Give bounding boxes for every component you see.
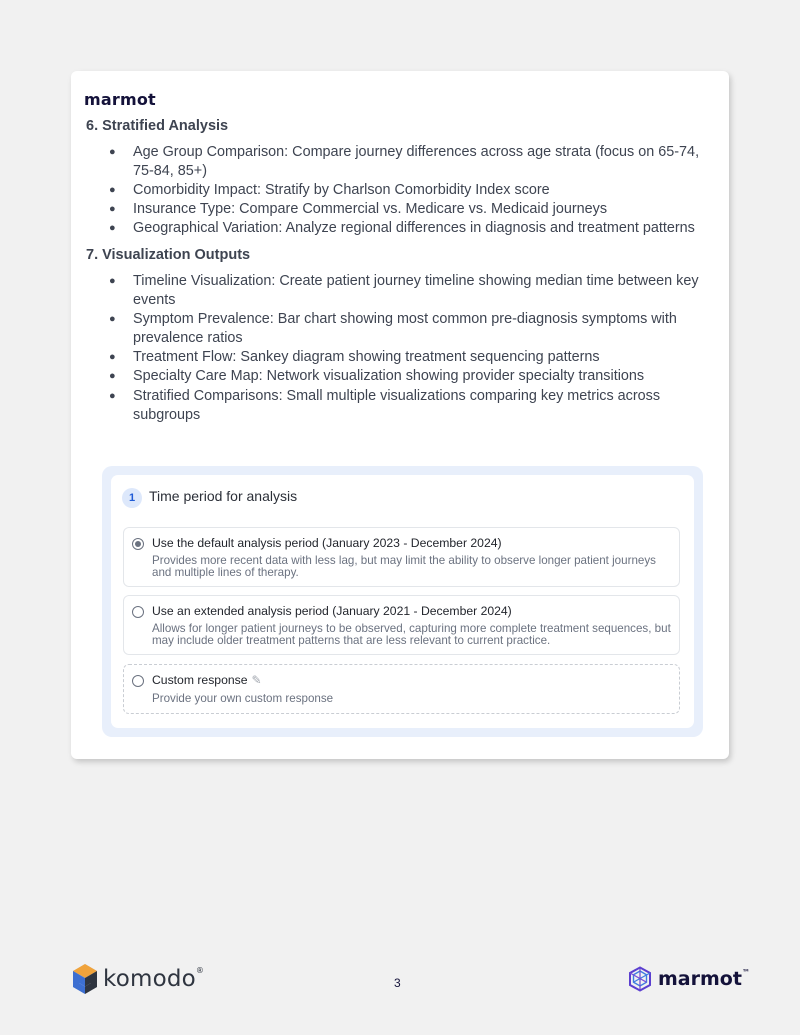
custom-placeholder[interactable]: Provide your own custom response	[152, 692, 334, 705]
list-item: ● Insurance Type: Compare Commercial vs. Medicare vs. Medicaid journeys	[109, 200, 709, 219]
visualization-list	[109, 272, 709, 425]
radio-unselected-icon[interactable]	[132, 675, 144, 687]
option-custom-response[interactable]	[123, 664, 680, 714]
stratified-list	[109, 143, 709, 238]
list-item: ● Timeline Visualization: Create patient journey timeline showing median time between key events	[109, 272, 709, 310]
list-item: ● Stratified Comparisons: Small multiple visualizations comparing key metrics across subgroups	[109, 387, 709, 425]
komodo-cube-icon	[72, 963, 98, 995]
question-title: Time period for analysis	[149, 488, 298, 504]
section-heading-visualization: 7. Visualization Outputs	[86, 247, 251, 263]
option-description: Allows for longer patient journeys to be observed, capturing more complete treatment sequences, but may include older treatment patterns that are less relevant to current practice.	[152, 622, 671, 647]
section-heading-stratified: 6. Stratified Analysis	[86, 118, 229, 134]
custom-label-text: Custom response	[152, 673, 248, 687]
marmot-logo: marmot	[84, 90, 156, 109]
list-item: ● Geographical Variation: Analyze regional differences in diagnosis and treatment patterns	[109, 219, 709, 238]
list-item: ● Specialty Care Map: Network visualization showing provider specialty transitions	[109, 367, 709, 386]
komodo-wordmark: komodo®	[103, 966, 205, 992]
radio-unselected-icon[interactable]	[132, 606, 144, 618]
marmot-footer-logo	[627, 966, 750, 992]
document-card	[71, 71, 729, 759]
list-item: ● Age Group Comparison: Compare journey differences across age strata (focus on 65-74, 75-84, 85+)	[109, 143, 709, 181]
list-item: ● Treatment Flow: Sankey diagram showing treatment sequencing patterns	[109, 348, 709, 367]
pencil-icon: ✎	[251, 673, 262, 687]
marmot-hexagon-icon	[627, 966, 653, 992]
custom-label	[152, 673, 262, 687]
question-panel	[111, 475, 694, 728]
option-description: Provides more recent data with less lag, but may limit the ability to observe longer patient journeys and multiple lines of therapy.	[152, 554, 656, 579]
option-label: Use the default analysis period (January 2023 - December 2024)	[152, 536, 502, 550]
radio-selected-icon[interactable]	[132, 538, 144, 550]
question-screenshot	[102, 466, 703, 737]
page-number: 3	[394, 976, 401, 990]
option-label: Use an extended analysis period (January 2021 - December 2024)	[152, 604, 512, 618]
komodo-logo	[72, 963, 204, 995]
option-extended-period[interactable]	[123, 595, 680, 655]
question-number-badge: 1	[122, 488, 142, 508]
list-item: ● Comorbidity Impact: Stratify by Charlson Comorbidity Index score	[109, 181, 709, 200]
marmot-wordmark: marmot™	[658, 968, 750, 990]
option-default-period[interactable]	[123, 527, 680, 587]
list-item: ● Symptom Prevalence: Bar chart showing most common pre-diagnosis symptoms with prevalence ratios	[109, 310, 709, 348]
